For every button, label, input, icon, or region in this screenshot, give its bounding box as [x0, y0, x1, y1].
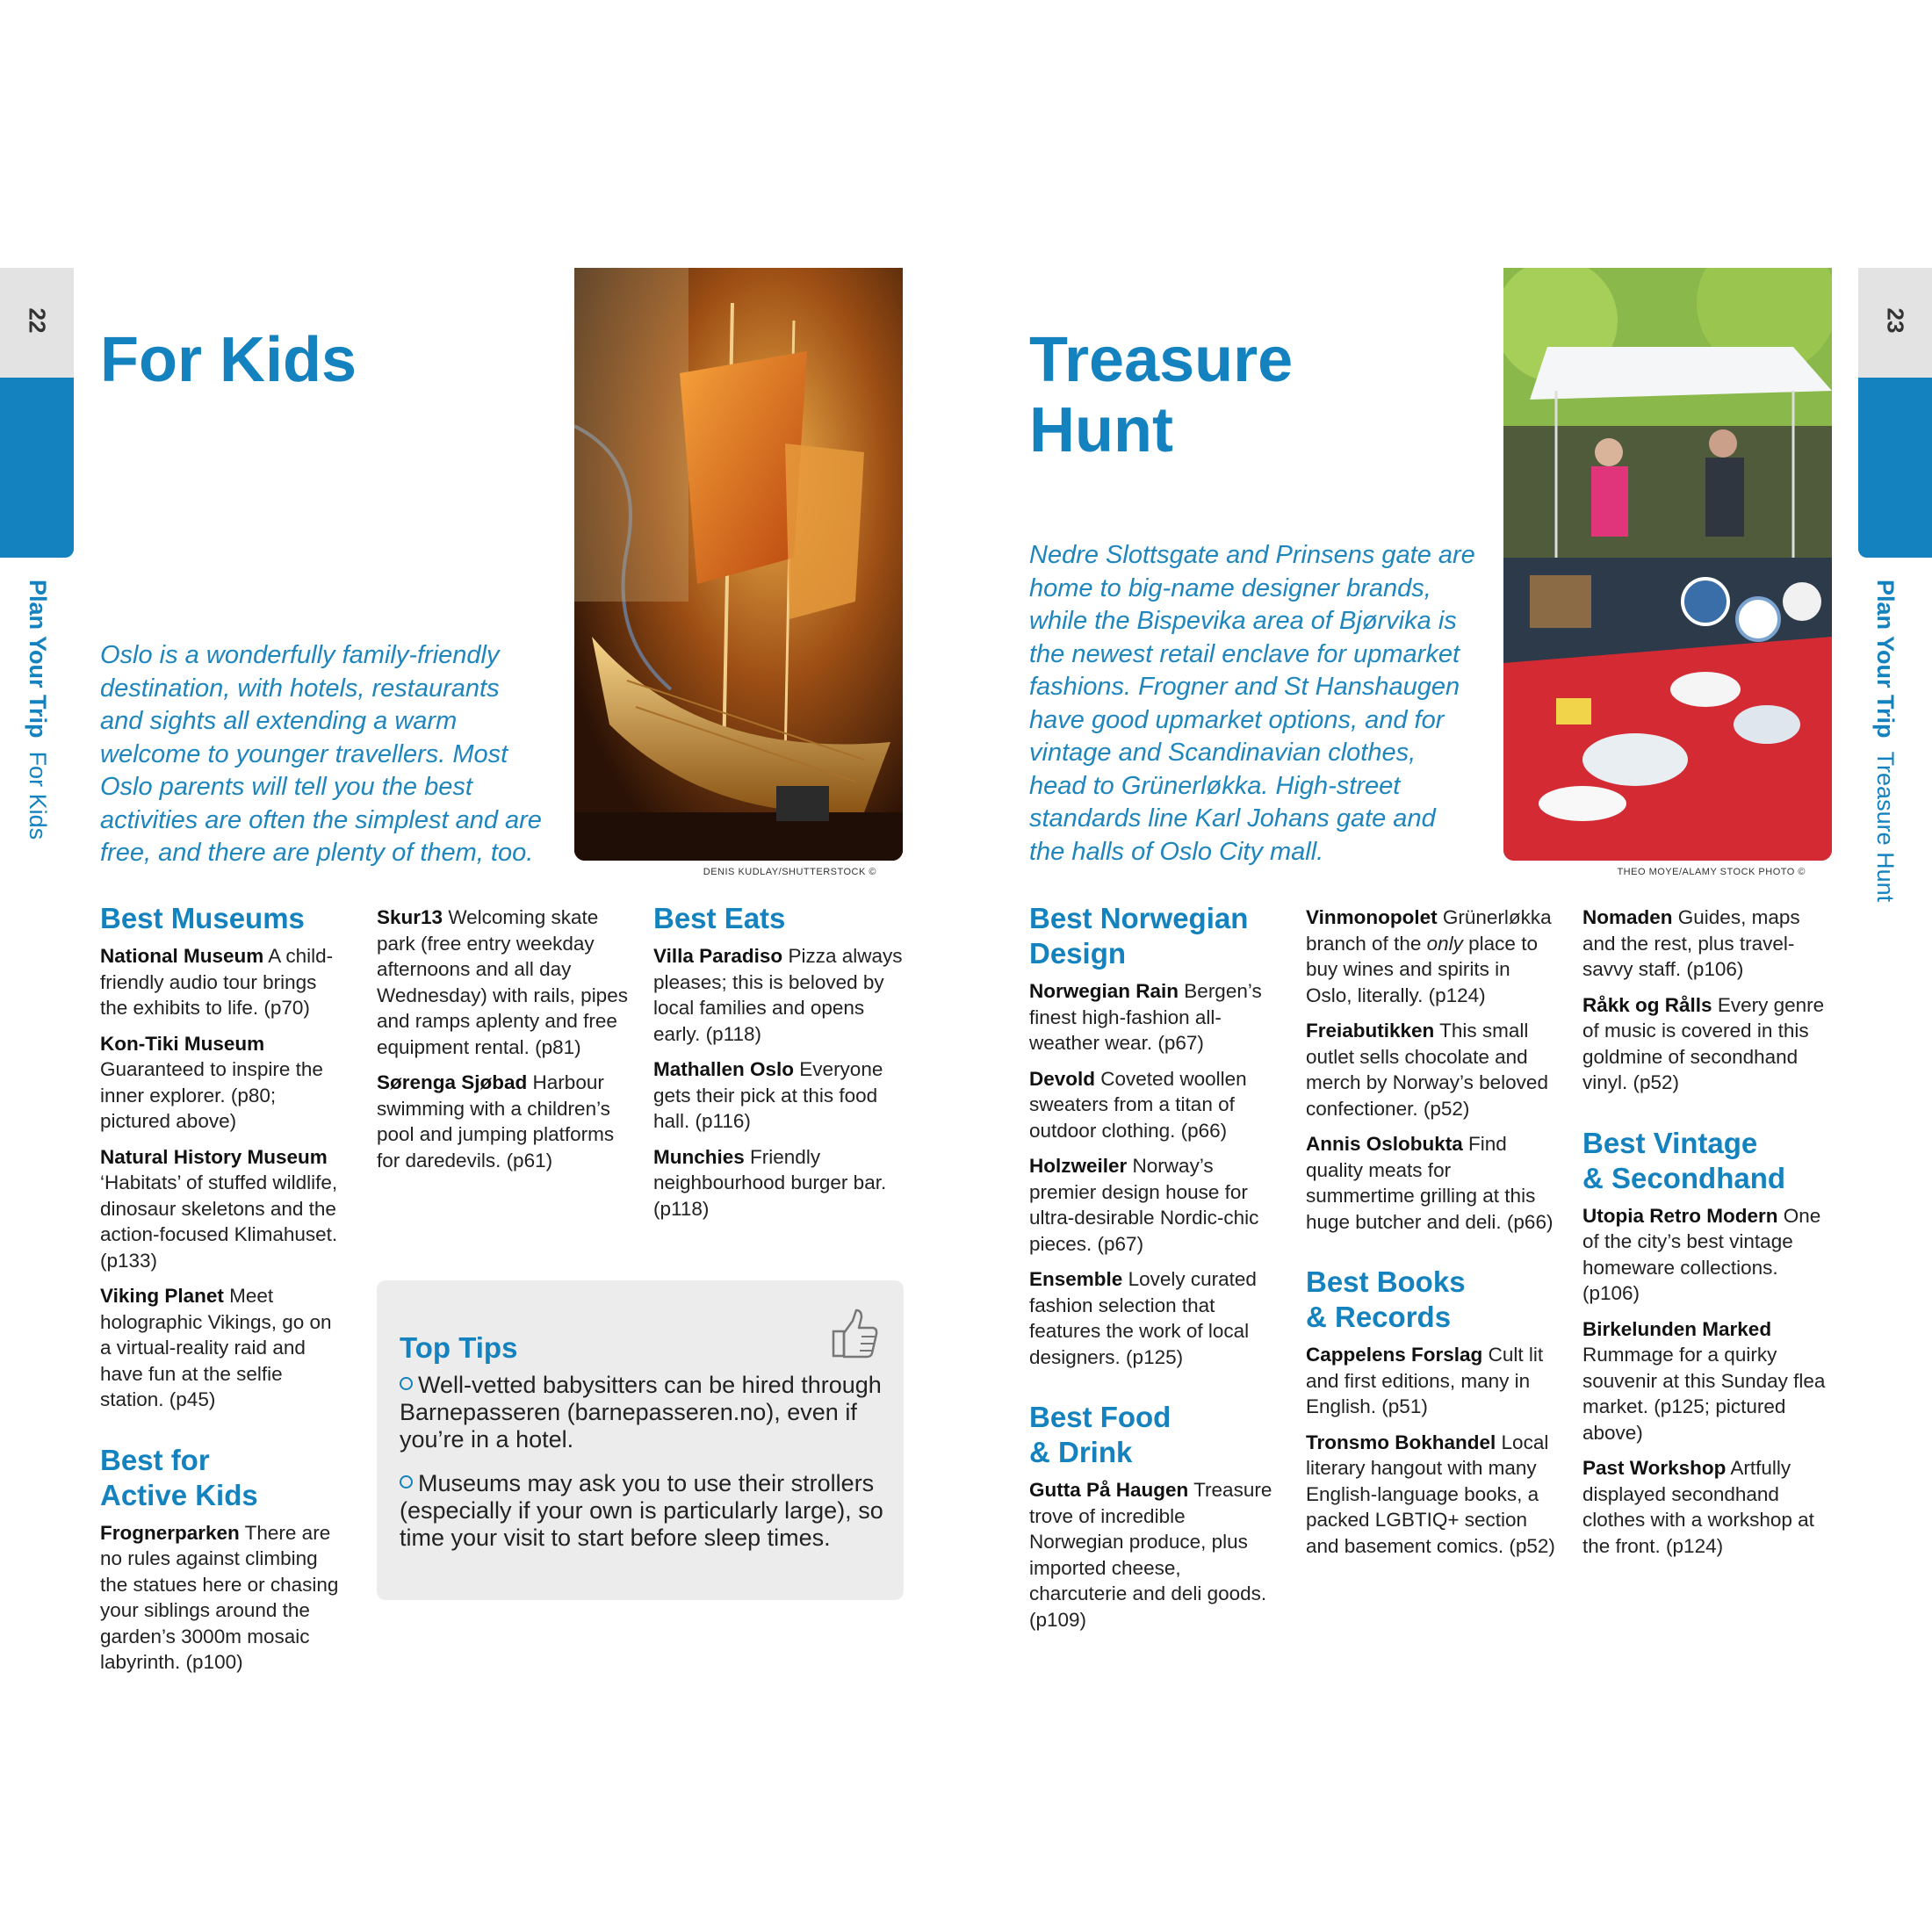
- list-item: Annis Oslobukta Find quality meats for summertime grilling at this huge butcher and deli. (p66): [1306, 1133, 1554, 1233]
- column-right-1: [1029, 901, 1284, 1642]
- top-tips-box: [377, 1280, 904, 1600]
- page-number-tab-right: [1858, 268, 1932, 378]
- list-item: Sørenga Sjøbad Harbour swimming with a children’s pool and jumping platforms for daredevils. (p61): [377, 1071, 615, 1171]
- list-item: Skur13 Welcoming skate park (free entry weekday afternoons and all day Wednesday) with rails, pipes and ramps aplenty and free equipment rental. (p81): [377, 906, 628, 1058]
- list-item: Munchies Friendly neighbourhood burger bar. (p118): [653, 1145, 887, 1220]
- photo-credit-right: THEO MOYE/ALAMY STOCK PHOTO ©: [1617, 867, 1806, 877]
- page-title-for-kids: For Kids: [100, 325, 357, 395]
- list-item: Natural History Museum ‘Habitats’ of stuffed wildlife, dinosaur skeletons and the action-focused Klimahuset. (p133): [100, 1145, 338, 1272]
- list-item: Utopia Retro Modern One of the city’s best vintage homeware collections. (p106): [1582, 1204, 1821, 1304]
- heading-best-active-kids: Best for Active Kids: [100, 1443, 258, 1511]
- tip-item: Museums may ask you to use their strollers (especially if your own is particularly large), so time your visit to start before sleep times.: [400, 1470, 883, 1551]
- column-right-3: [1582, 905, 1837, 1568]
- list-item: Birkelunden Marked Rummage for a quirky souvenir at this Sunday flea market. (p125; pictured above): [1582, 1317, 1826, 1444]
- page-number-left: 22: [24, 307, 51, 334]
- thumbs-up-icon: [828, 1307, 881, 1361]
- page-number-right: 23: [1882, 307, 1909, 334]
- photo-credit-left: DENIS KUDLAY/SHUTTERSTOCK ©: [703, 867, 876, 877]
- list-item: Råkk og Rålls Every genre of music is covered in this goldmine of secondhand vinyl. (p52): [1582, 993, 1825, 1093]
- section-tab-left: [0, 378, 74, 558]
- list-item: Tronsmo Bokhandel Local literary hangout with many English-language books, a packed LGBTIQ+ section and basement comics. (p52): [1306, 1431, 1555, 1557]
- heading-best-norwegian-design: Best Norwegian Design: [1029, 902, 1249, 970]
- column-left-2: [377, 905, 631, 1183]
- kon-tiki-photo: [574, 268, 903, 861]
- list-item: Holzweiler Norway’s premier design house for ultra-desirable Nordic-chic pieces. (p67): [1029, 1155, 1259, 1255]
- intro-for-kids: Oslo is a wonderfully family-friendly destination, with hotels, restaurants and sights all extending a warm welcome to younger travellers. Most Oslo parents will tell you the best activities are often the simplest and are free, and there are plenty of them, too.: [100, 641, 542, 867]
- column-left-3: [653, 901, 908, 1231]
- section-tab-right: [1858, 378, 1932, 558]
- list-item: Devold Coveted woollen sweaters from a titan of outdoor clothing. (p66): [1029, 1067, 1247, 1142]
- list-item: Vinmonopolet Grünerløkka branch of the only place to buy wines and spirits in Oslo, literally. (p124): [1306, 906, 1552, 1006]
- bullet-icon: [400, 1475, 413, 1489]
- list-item: Freiabutikken This small outlet sells chocolate and merch by Norway’s beloved confectioner. (p52): [1306, 1020, 1548, 1120]
- list-item: National Museum A child-friendly audio tour brings the exhibits to life. (p70): [100, 945, 334, 1019]
- heading-best-eats: Best Eats: [653, 902, 786, 934]
- list-item: Norwegian Rain Bergen’s finest high-fashion all-weather wear. (p67): [1029, 980, 1262, 1054]
- kon-tiki-model-illustration: [574, 268, 903, 861]
- bullet-icon: [400, 1377, 413, 1390]
- side-label-right: Plan Your Trip Treasure Hunt: [1872, 580, 1899, 903]
- column-right-2: [1306, 905, 1561, 1568]
- intro-treasure-hunt: Nedre Slottsgate and Prinsens gate are home to big-name designer brands, while the Bispevika area of Bjørvika is the newest retail enclave for upmarket fashions. Frogner and St Hanshaugen have good upmarket options, and for vintage and Scandinavian clothes, head to Grünerløkka. High-street standards line Karl Johans gate and the halls of Oslo City mall.: [1029, 541, 1475, 866]
- list-item: Gutta På Haugen Treasure trove of incredible Norwegian produce, plus imported cheese, charcuterie and deli goods. (p109): [1029, 1479, 1272, 1631]
- list-item: Kon-Tiki Museum Guaranteed to inspire the inner explorer. (p80; pictured above): [100, 1032, 323, 1132]
- heading-best-books-records: Best Books & Records: [1306, 1265, 1466, 1333]
- list-item: Cappelens Forslag Cult lit and first editions, many in English. (p51): [1306, 1344, 1544, 1417]
- tip-item: Well-vetted babysitters can be hired through Barnepasseren (barnepasseren.no), even if you’re in a hotel.: [400, 1372, 882, 1453]
- list-item: Viking Planet Meet holographic Vikings, go on a virtual-reality raid and have fun at the selfie station. (p45): [100, 1285, 332, 1410]
- top-tips-heading: Top Tips: [400, 1331, 518, 1364]
- list-item: Nomaden Guides, maps and the rest, plus travel-savvy staff. (p106): [1582, 906, 1800, 980]
- list-item: Ensemble Lovely curated fashion selection that features the work of local designers. (p125): [1029, 1268, 1257, 1368]
- list-item: Mathallen Oslo Everyone gets their pick at this food hall. (p116): [653, 1058, 883, 1132]
- list-item: Villa Paradiso Pizza always pleases; this is beloved by local families and opens early. (p118): [653, 945, 903, 1045]
- list-item: Past Workshop Artfully displayed secondhand clothes with a workshop at the front. (p124): [1582, 1457, 1814, 1557]
- column-left-1: [100, 901, 346, 1685]
- page-title-treasure-hunt: Treasure Hunt: [1029, 325, 1294, 465]
- side-label-left: Plan Your Trip For Kids: [25, 580, 51, 840]
- heading-best-vintage: Best Vintage & Secondhand: [1582, 1126, 1786, 1194]
- heading-best-museums: Best Museums: [100, 902, 305, 934]
- flea-market-photo: [1503, 268, 1832, 861]
- heading-best-food-drink: Best Food & Drink: [1029, 1401, 1171, 1468]
- page-number-tab-left: [0, 268, 74, 378]
- flea-market-illustration: [1503, 268, 1832, 861]
- list-item: Frognerparken There are no rules against climbing the statues here or chasing your siblings around the garden’s 3000m mosaic labyrinth. (p100): [100, 1521, 339, 1673]
